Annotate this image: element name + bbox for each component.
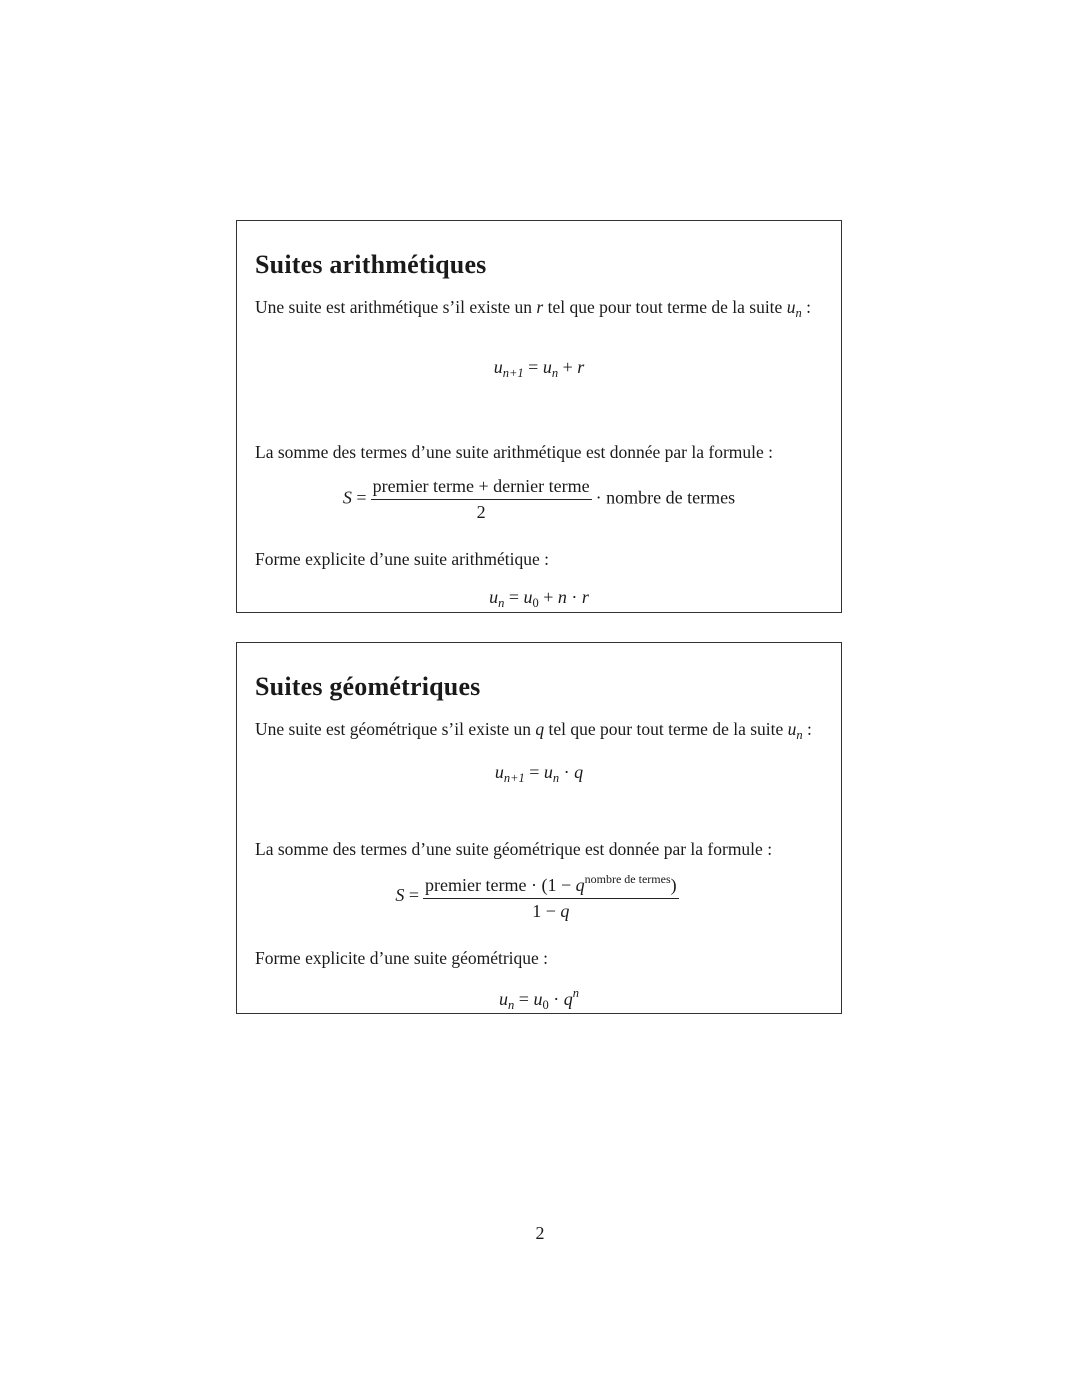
arithmetic-sum-text: La somme des termes d’une suite arithmétique est donnée par la formule :: [255, 442, 774, 462]
geometric-sum-fraction: $\frac{premier terme \cdot (1 - q^{nombre de termes})}{1 - q}$: [425, 872, 677, 921]
geometric-intro: Une suite est géométrique s’il existe un q tel que pour tout terme de la suite $u_n$ :: [255, 719, 812, 742]
arithmetic-section: [236, 220, 842, 613]
geometric-explicit-text: Forme explicite d’une suite géométrique :: [255, 948, 549, 968]
arithmetic-explicit-text: Forme explicite d’une suite arithmétique :: [255, 549, 550, 569]
geometric-sum-formula: S = $\frac{premier terme \cdot (1 - q^{nombre de termes})}{1 - q}$: [395, 872, 677, 921]
geometric-title: Suites géométriques: [255, 672, 481, 701]
arithmetic-recurrence-formula: $u_{n+1} = u_n + r$: [493, 357, 585, 380]
arithmetic-explicit-formula: $u_n = u_0 + n \cdot r$: [489, 587, 589, 610]
geometric-sum-text: La somme des termes d’une suite géométrique est donnée par la formule :: [255, 839, 773, 859]
arithmetic-title: Suites arithmétiques: [255, 250, 487, 279]
geometric-explicit-formula: $u_n = u_0 \cdot q^n$: [499, 986, 579, 1012]
page-number: 2: [535, 1223, 545, 1243]
geometric-section: [236, 642, 842, 1014]
arithmetic-intro: Une suite est arithmétique s’il existe un r tel que pour tout terme de la suite $u_n$ :: [255, 297, 811, 320]
arithmetic-sum-fraction: $\frac{\text{premier terme + dernier terme}}{2}$: [372, 476, 590, 522]
geometric-recurrence-formula: $u_{n+1} = u_n \cdot q$: [494, 762, 584, 785]
arithmetic-sum-formula: S = $\frac{\text{premier terme + dernier terme}}{2}$ · nombre de termes: [342, 476, 736, 522]
